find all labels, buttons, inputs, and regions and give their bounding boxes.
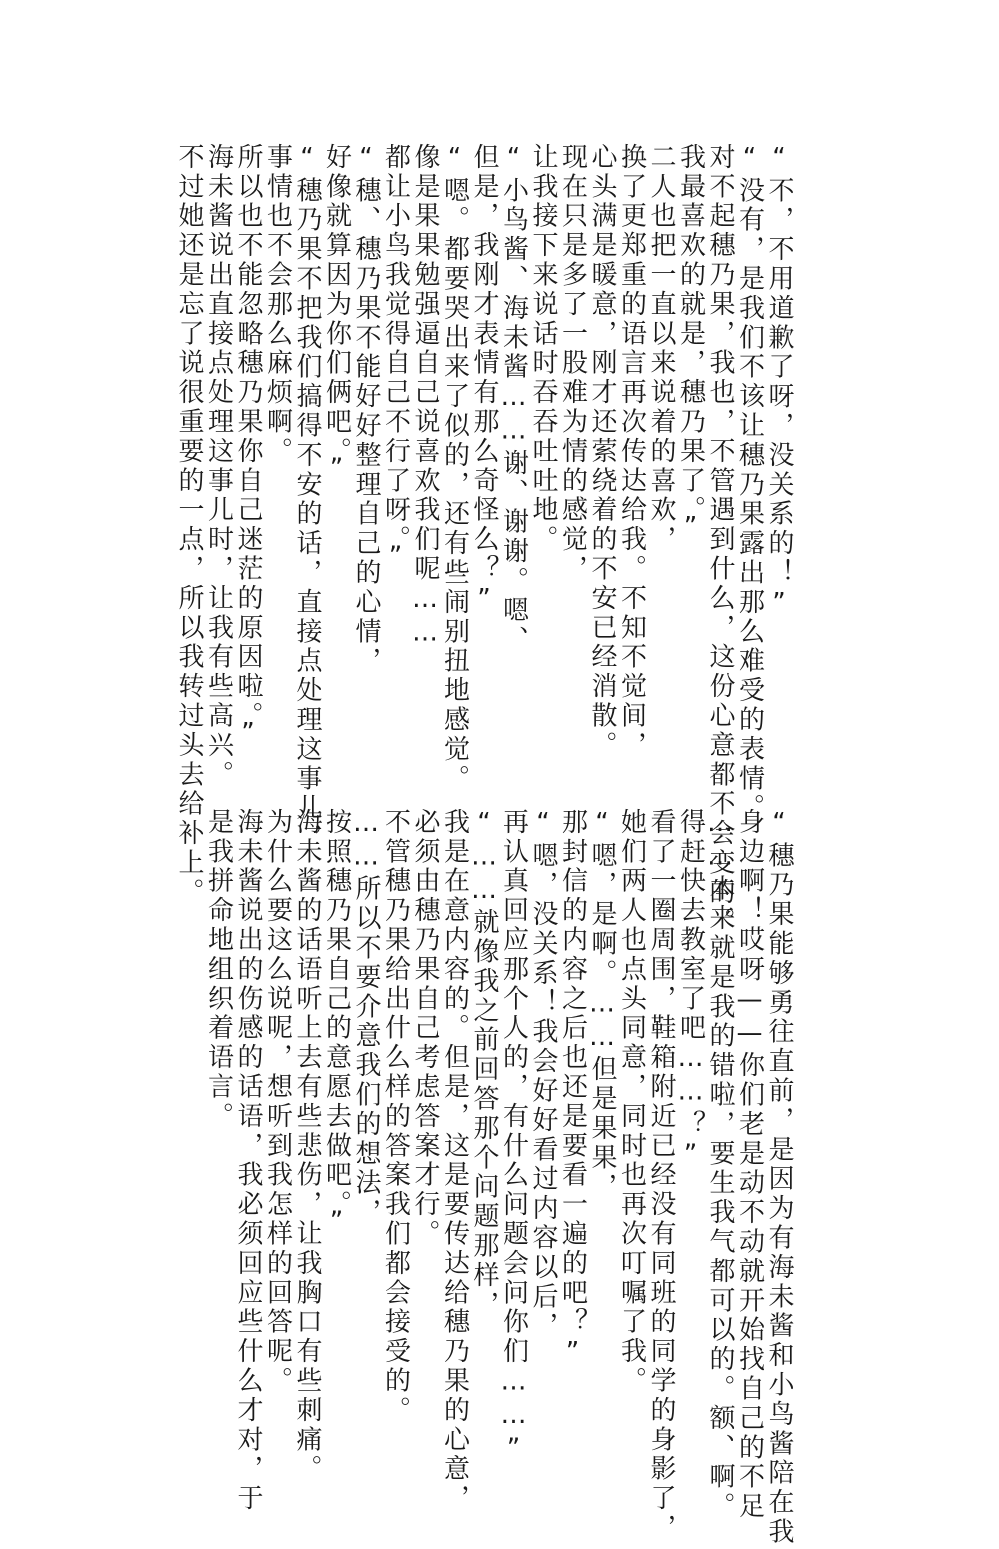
text-page-top: [174, 143, 794, 937]
text-line: ……本来就是我的错啦，要生我气都可以的。额、啊。: [705, 808, 735, 1522]
text-line: “没有，是我们不该让穗乃果露出那么难受的表情。: [734, 143, 765, 824]
text-line: “嗯，没关系！我会好好看过内容以后，: [528, 808, 558, 1342]
text-line: 二人也把一直以来说着的喜欢，: [646, 143, 676, 555]
text-line: 现在只是多了一股难为情的感觉，: [557, 143, 588, 584]
text-page-bottom: [203, 808, 794, 1547]
text-line: 那封信的内容之后也还是要看一遍的吧？”: [557, 808, 588, 1371]
text-line: 不管穗乃果给出什么样的答案我们都会接受的。: [380, 808, 411, 1426]
text-line: “穗乃果能够勇往直前，是因为有海未酱和小鸟酱陪在我: [764, 808, 794, 1547]
text-line: “嗯。都要哭出来了似的，还有些闹别扭地感觉。: [439, 143, 470, 794]
text-line: 身边啊！哎呀——你们老是动不动就开始找自己的不足: [734, 808, 765, 1522]
text-line: 按照穗乃果自己的意愿去做吧。”: [321, 808, 352, 1240]
text-line: “嗯，是啊。……但是果果，: [587, 808, 617, 1203]
text-line: 为什么要这么说呢，想听到我怎样的回答呢。: [262, 808, 293, 1396]
text-line: 海未酱的话语听上去有些悲伤，让我胸口有些刺痛。: [292, 808, 322, 1485]
text-line: “穗乃果不把我们搞得不安的话，直接点处理这事儿，: [292, 143, 322, 853]
text-line: ……所以不要介意我们的想法，: [351, 808, 381, 1228]
text-line: 是我拼命地组织着语言。: [203, 808, 234, 1132]
text-line: 事情也不会那么麻烦啊。: [262, 143, 293, 467]
text-line: 我最喜欢的就是，穗乃果了。”: [675, 143, 706, 546]
text-line: “穗、穗乃果不能好好整理自己的心情，: [351, 143, 381, 677]
text-line: “……就像我之前回答那个问题那样，: [469, 808, 499, 1320]
text-line: 得赶快去教室了吧……？”: [675, 808, 706, 1173]
text-line: 但是，我刚才表情有那么奇怪么？”: [469, 143, 499, 618]
text-line: 她们两人也点头同意，同时也再次叮嘱了我。: [616, 808, 647, 1396]
text-line: 让我接下来说话时吞吞吐吐地。: [528, 143, 558, 555]
text-line: 心头满是暖意，刚才还萦绕着的不安已经消散。: [587, 143, 617, 761]
text-line: 所以也不能忽略穗乃果你自己迷茫的原因啦。”: [233, 143, 263, 752]
text-line: 都让小鸟我觉得自己不行了呀。”: [380, 143, 411, 575]
text-line: 换了更郑重的语言再次传达给我。不知不觉间，: [616, 143, 647, 761]
text-line: 海未酱说出的伤感的话语，我必须回应些什么才对，于: [233, 808, 263, 1514]
text-line: “不，不用道歉了呀，没关系的！”: [764, 143, 794, 622]
text-line: 不过她还是忘了说很重要的一点，所以我转过头去给补上。: [174, 143, 204, 908]
text-line: 必须由穗乃果自己考虑答案才行。: [410, 808, 440, 1249]
text-line: 像是果果勉强逼自己说喜欢我们呢……: [410, 143, 440, 651]
text-line: 再认真回应那个人的，有什么问题会问你们……”: [498, 808, 529, 1467]
text-line: 对不起穗乃果，我也，不管遇到什么，这份心意都不会变的。: [705, 143, 735, 937]
text-line: 好像就算因为你们俩吧。”: [321, 143, 352, 487]
text-line: 我是在意内容的。但是，这是要传达给穗乃果的心意，: [439, 808, 470, 1514]
text-line: 海未酱说出直接点处理这事儿时，让我有些高兴。: [203, 143, 234, 790]
text-line: “小鸟酱、海未酱……谢、谢谢。嗯、: [498, 143, 529, 655]
text-line: 看了一圈周围，鞋箱附近已经没有同班的同学的身影了，: [646, 808, 676, 1543]
